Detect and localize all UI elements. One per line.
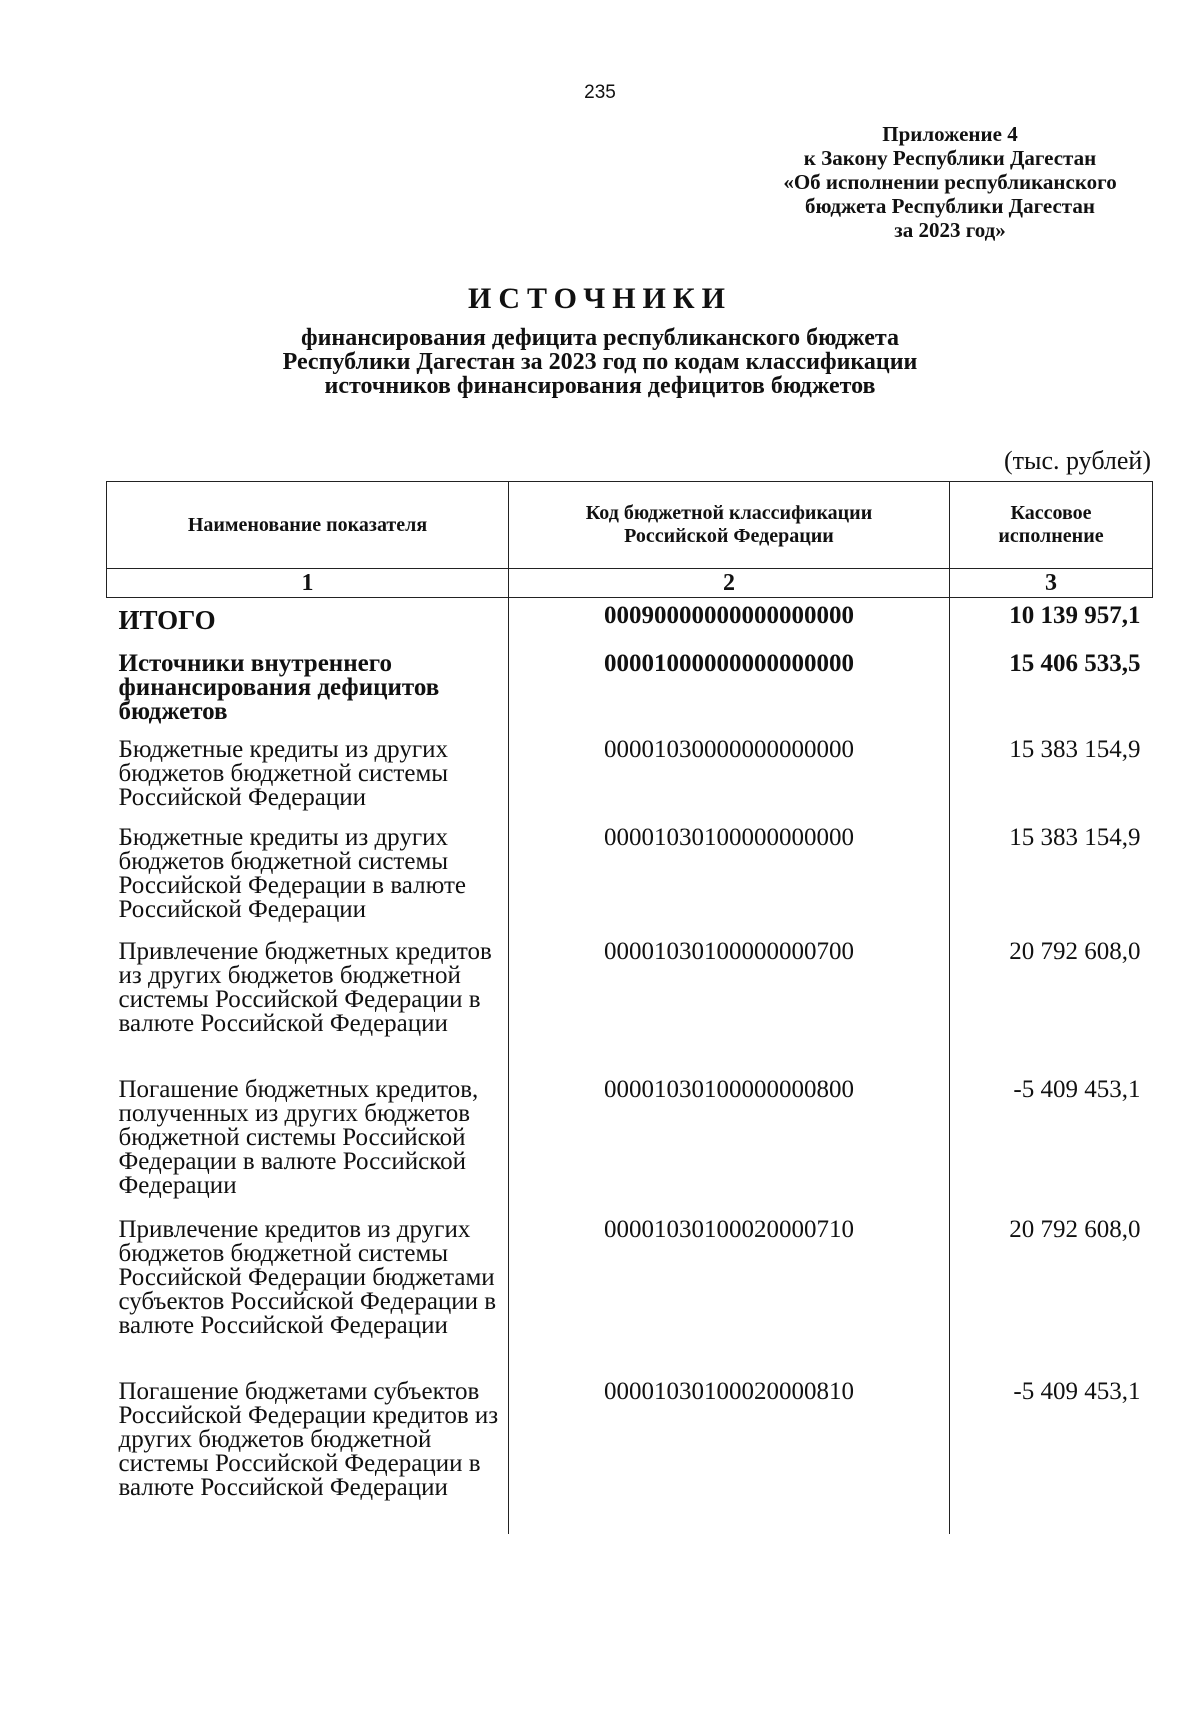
column-number: 3 [950, 569, 1153, 598]
row-code: 00001030100000000800 [509, 1072, 950, 1212]
row-name: Бюджетные кредиты из других бюджетов бюджетной системы Российской Федерации в валюте Российской Федерации [107, 820, 509, 934]
row-amount: 15 383 154,9 [950, 820, 1153, 934]
table-row [107, 1212, 1153, 1374]
row-name: Погашение бюджетами субъектов Российской Федерации кредитов из других бюджетов бюджетной системы Российской Федерации в валюте Российской Федерации [107, 1374, 509, 1534]
row-name: Бюджетные кредиты из других бюджетов бюджетной системы Российской Федерации [107, 732, 509, 820]
row-amount: 15 406 533,5 [950, 646, 1153, 732]
table-row [107, 934, 1153, 1072]
page-number: 235 [584, 82, 616, 103]
table-row [107, 1374, 1153, 1534]
table-row [107, 646, 1153, 732]
table-row [107, 1072, 1153, 1212]
subtitle-line-3: источников финансирования дефицитов бюджетов [324, 373, 876, 399]
table-row [107, 732, 1153, 820]
row-amount: 10 139 957,1 [950, 598, 1153, 646]
appendix-line-1: Приложение 4 [882, 122, 1018, 146]
row-name: Погашение бюджетных кредитов, полученных из других бюджетов бюджетной системы Российской Федерации в валюте Российской Федерации [107, 1072, 509, 1212]
subtitle-line-2: Республики Дагестан за 2023 год по кодам классификации [282, 349, 918, 375]
header-code: Код бюджетной классификации Российской Федерации [509, 482, 950, 569]
table-row [107, 598, 1153, 646]
appendix-line-2: к Закону Республики Дагестан [803, 146, 1097, 170]
column-number: 2 [509, 569, 950, 598]
column-number: 1 [107, 569, 509, 598]
row-amount: 15 383 154,9 [950, 732, 1153, 820]
row-name: Привлечение кредитов из других бюджетов бюджетной системы Российской Федерации бюджетами субъектов Российской Федерации в валюте Российской Федерации [107, 1212, 509, 1374]
units-label: (тыс. рублей) [1003, 446, 1151, 475]
row-code: 00001030000000000000 [509, 732, 950, 820]
appendix-line-5: за 2023 год» [894, 218, 1006, 242]
row-code: 00001000000000000000 [509, 646, 950, 732]
header-name: Наименование показателя [107, 482, 509, 569]
row-amount: 20 792 608,0 [950, 1212, 1153, 1374]
row-amount: -5 409 453,1 [950, 1374, 1153, 1534]
appendix-line-4: бюджета Республики Дагестан [805, 194, 1095, 218]
row-code: 00001030100020000810 [509, 1374, 950, 1534]
row-amount: 20 792 608,0 [950, 934, 1153, 1072]
sources-table [106, 481, 1153, 1534]
appendix-heading [700, 122, 1200, 242]
row-name: ИТОГО [107, 598, 509, 646]
row-code: 00001030100020000710 [509, 1212, 950, 1374]
header-amount: Кассовое исполнение [950, 482, 1153, 569]
row-code: 00001030100000000000 [509, 820, 950, 934]
document-subtitle [200, 326, 1000, 398]
row-amount: -5 409 453,1 [950, 1072, 1153, 1212]
row-name: Привлечение бюджетных кредитов из других бюджетов бюджетной системы Российской Федерации в валюте Российской Федерации [107, 934, 509, 1072]
document-title: ИСТОЧНИКИ [468, 282, 732, 315]
table-row [107, 820, 1153, 934]
row-code: 00090000000000000000 [509, 598, 950, 646]
subtitle-line-1: финансирования дефицита республиканского бюджета [300, 325, 900, 351]
column-number-row [107, 569, 1153, 598]
row-code: 00001030100000000700 [509, 934, 950, 1072]
appendix-line-3: «Об исполнении республиканского [783, 170, 1117, 194]
table-header-row [107, 482, 1153, 569]
row-name: Источники внутреннего финансирования дефицитов бюджетов [107, 646, 509, 732]
